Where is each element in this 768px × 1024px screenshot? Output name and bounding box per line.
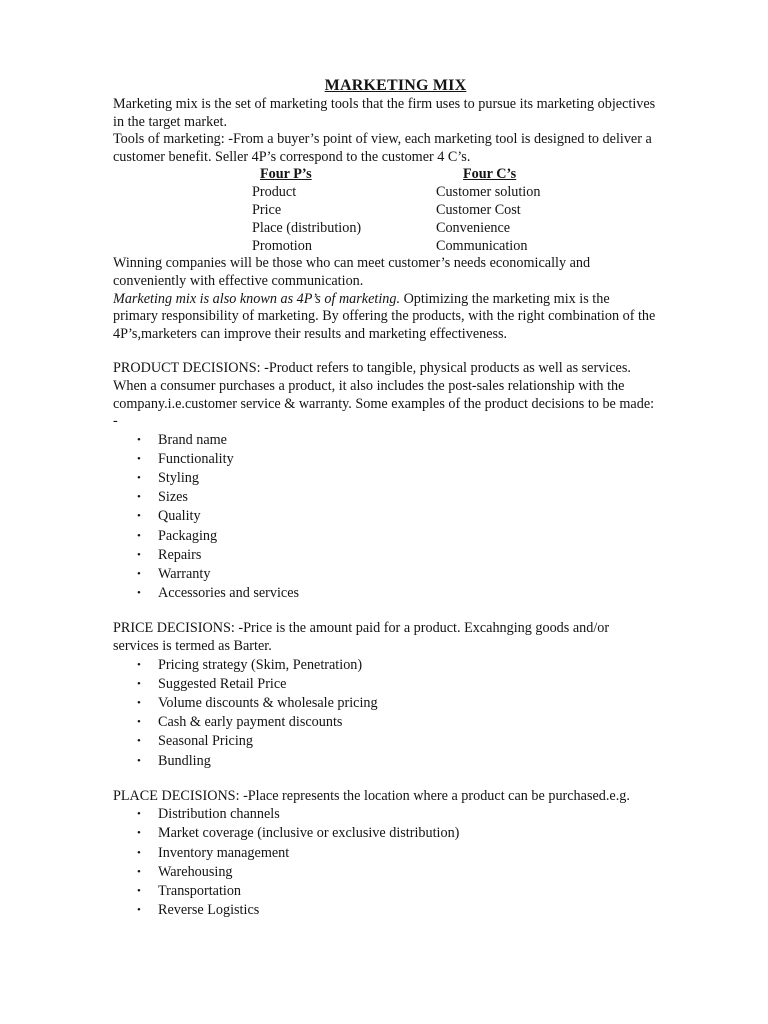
place-decisions-paragraph: PLACE DECISIONS: -Place represents the location where a product can be purchased.e.g. [113, 787, 630, 804]
list-item: • Warranty [158, 565, 658, 584]
aka-italic-text: Marketing mix is also known as 4P’s of marketing. [113, 290, 401, 307]
bullet-icon: • [137, 491, 141, 504]
table-cell-p: Place (distribution) [252, 219, 362, 236]
bullet-icon: • [137, 716, 141, 729]
table-row [252, 184, 540, 202]
spacer [113, 771, 658, 788]
list-item: • Distribution channels [158, 805, 658, 824]
spacer [113, 603, 658, 620]
list-item: • Pricing strategy (Skim, Penetration) [158, 656, 658, 675]
price-decisions-list [113, 656, 658, 771]
list-item: • Warehousing [158, 863, 658, 882]
bullet-icon: • [137, 587, 141, 600]
bullet-icon: • [137, 808, 141, 821]
bullet-icon: • [137, 568, 141, 581]
table-cell-p: Promotion [252, 237, 312, 254]
list-item: • Transportation [158, 882, 658, 901]
bullet-icon: • [137, 865, 141, 878]
bullet-icon: • [137, 548, 141, 561]
bullet-icon: • [137, 827, 141, 840]
header-four-cs: Four C’s [463, 166, 517, 183]
bullet-icon: • [137, 885, 141, 898]
bullet-icon: • [137, 433, 141, 446]
price-decisions-paragraph: PRICE DECISIONS: -Price is the amount paid for a product. Excahnging goods and/or services is termed as Barter. [113, 620, 610, 654]
table-cell-p: Price [252, 201, 282, 218]
bullet-icon: • [137, 529, 141, 542]
list-item: • Accessories and services [158, 584, 658, 603]
list-item: • Quality [158, 507, 658, 526]
page-title: MARKETING MIX [324, 77, 467, 94]
list-item: • Brand name [158, 431, 658, 450]
spacer [113, 343, 658, 360]
tools-paragraph: Tools of marketing: -From a buyer’s point of view, each marketing tool is designed to deliver a customer benefit. Seller 4P’s correspond to the customer 4 C’s. [113, 131, 652, 165]
bullet-icon: • [137, 754, 141, 767]
four-ps-four-cs-table [252, 166, 540, 255]
header-four-ps: Four P’s [260, 166, 312, 183]
table-row [252, 202, 540, 220]
table-cell-c: Customer Cost [436, 201, 521, 218]
bullet-icon: • [137, 472, 141, 485]
list-item: • Sizes [158, 488, 658, 507]
place-decisions-list [113, 805, 658, 920]
bullet-icon: • [137, 696, 141, 709]
bullet-icon: • [137, 452, 141, 465]
list-item: • Repairs [158, 546, 658, 565]
table-cell-c: Communication [436, 237, 528, 254]
list-item: • Functionality [158, 450, 658, 469]
list-item: • Bundling [158, 752, 658, 771]
table-header-row [252, 166, 540, 184]
list-item: • Volume discounts & wholesale pricing [158, 694, 658, 713]
table-cell-c: Customer solution [436, 184, 541, 201]
list-item: • Market coverage (inclusive or exclusive distribution) [158, 824, 658, 843]
aka-rest-text: Optimizing the marketing mix is the primary responsibility of marketing. By offering the products, with the right combination of the 4P’s,marketers can improve their results and marketing effectiveness. [113, 290, 656, 342]
table-row [252, 238, 540, 256]
bullet-icon: • [137, 510, 141, 523]
table-cell-c: Convenience [436, 219, 511, 236]
table-row [252, 220, 540, 238]
aka-paragraph [113, 291, 658, 344]
list-item: • Suggested Retail Price [158, 675, 658, 694]
product-decisions-paragraph: PRODUCT DECISIONS: -Product refers to tangible, physical products as well as services. When a consumer purchases a product, it also includes the post-sales relationship with the company.i.e.customer service & warranty. Some examples of the product decisions to be made: - [113, 360, 655, 430]
bullet-icon: • [137, 904, 141, 917]
list-item: • Inventory management [158, 844, 658, 863]
bullet-icon: • [137, 677, 141, 690]
bullet-icon: • [137, 846, 141, 859]
list-item: • Seasonal Pricing [158, 732, 658, 751]
list-item: • Packaging [158, 527, 658, 546]
bullet-icon: • [137, 735, 141, 748]
list-item: • Cash & early payment discounts [158, 713, 658, 732]
product-decisions-list [113, 431, 658, 604]
bullet-icon: • [137, 658, 141, 671]
winning-paragraph: Winning companies will be those who can meet customer’s needs economically and conveniently with effective communication. [113, 255, 591, 289]
list-item: • Styling [158, 469, 658, 488]
list-item: • Reverse Logistics [158, 901, 658, 920]
document-page [113, 76, 658, 920]
table-cell-p: Product [252, 184, 297, 201]
intro-paragraph: Marketing mix is the set of marketing tools that the firm uses to pursue its marketing objectives in the target market. [113, 96, 656, 130]
